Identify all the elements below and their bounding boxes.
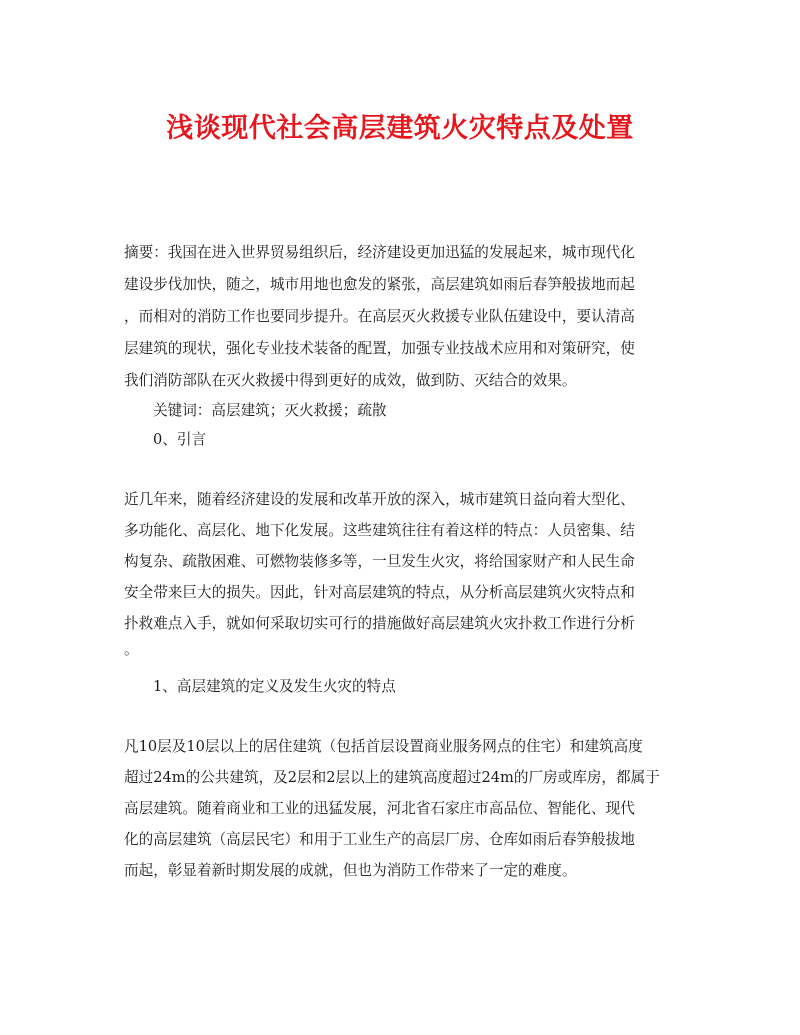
section-1-line: 凡10层及10层以上的居住建筑（包括首层设置商业服务网点的住宅）和建筑高度 [124, 738, 643, 755]
abstract-line: 摘要：我国在进入世界贸易组织后，经济建设更加迅猛的发展起来，城市现代化 [124, 244, 635, 261]
keywords-line: 关键词：高层建筑；灭火救援；疏散 [153, 402, 387, 419]
section-1-line: 化的高层建筑（高层民宅）和用于工业生产的高层厂房、仓库如雨后春笋般拔地 [124, 831, 635, 848]
intro-line: 。 [124, 641, 139, 658]
section-1-line: 超过24m的公共建筑，及2层和2层以上的建筑高度超过24m的厂房或库房，都属于 [124, 769, 660, 786]
intro-line: 安全带来巨大的损失。因此，针对高层建筑的特点，从分析高层建筑火灾特点和 [124, 584, 635, 601]
intro-line: 近几年来，随着经济建设的发展和改革开放的深入，城市建筑日益向着大型化、 [124, 491, 635, 508]
section-1-line: 而起，彰显着新时期发展的成就，但也为消防工作带来了一定的难度。 [124, 862, 577, 879]
section-1-line: 高层建筑。随着商业和工业的迅猛发展，河北省石家庄市高品位、智能化、现代 [124, 800, 635, 817]
abstract-line: ，而相对的消防工作也要同步提升。在高层灭火救援专业队伍建设中，要认清高 [124, 308, 635, 325]
intro-line: 扑救难点入手，就如何采取切实可行的措施做好高层建筑火灾扑救工作进行分析 [124, 615, 635, 632]
abstract-line: 层建筑的现状，强化专业技术装备的配置，加强专业技战术应用和对策研究，使 [124, 340, 635, 357]
section-heading-introduction: 0、引言 [153, 431, 207, 448]
abstract-line: 我们消防部队在灭火救援中得到更好的成效，做到防、灭结合的效果。 [124, 372, 577, 389]
section-heading-definition: 1、高层建筑的定义及发生火灾的特点 [153, 678, 396, 695]
abstract-line: 建设步伐加快，随之，城市用地也愈发的紧张，高层建筑如雨后春笋般拔地而起 [124, 276, 635, 293]
intro-line: 构复杂、疏散困难、可燃物装修多等，一旦发生火灾，将给国家财产和人民生命 [124, 553, 635, 570]
intro-line: 多功能化、高层化、地下化发展。这些建筑往往有着这样的特点：人员密集、结 [124, 522, 635, 539]
document-title: 浅谈现代社会高层建筑火灾特点及处置 [166, 113, 634, 144]
